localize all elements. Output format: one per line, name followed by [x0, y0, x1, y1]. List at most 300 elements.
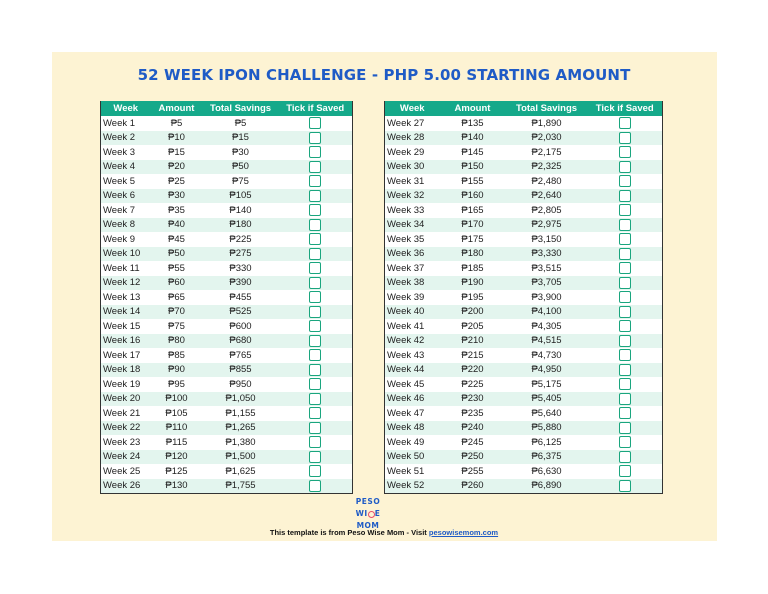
tick-cell	[279, 435, 353, 450]
total-savings-cell: ₱1,500	[203, 450, 279, 465]
total-savings-cell: ₱2,175	[506, 145, 588, 160]
tick-cell	[588, 348, 663, 363]
week-cell: Week 14	[101, 305, 151, 320]
tick-checkbox[interactable]	[619, 219, 631, 231]
total-savings-cell: ₱4,950	[506, 363, 588, 378]
week-cell: Week 34	[385, 218, 440, 233]
tick-checkbox[interactable]	[309, 277, 321, 289]
amount-cell: ₱185	[440, 261, 506, 276]
tick-checkbox[interactable]	[619, 451, 631, 463]
tick-checkbox[interactable]	[619, 320, 631, 332]
total-savings-cell: ₱1,625	[203, 464, 279, 479]
amount-cell: ₱70	[151, 305, 203, 320]
amount-cell: ₱125	[151, 464, 203, 479]
tick-checkbox[interactable]	[619, 132, 631, 144]
total-savings-cell: ₱2,640	[506, 189, 588, 204]
tick-checkbox[interactable]	[309, 248, 321, 260]
amount-cell: ₱130	[151, 479, 203, 494]
amount-cell: ₱65	[151, 290, 203, 305]
amount-cell: ₱225	[440, 377, 506, 392]
tick-cell	[279, 450, 353, 465]
tick-cell	[588, 435, 663, 450]
total-savings-cell: ₱5,880	[506, 421, 588, 436]
amount-cell: ₱195	[440, 290, 506, 305]
table-row	[385, 261, 663, 276]
tick-checkbox[interactable]	[619, 436, 631, 448]
week-cell: Week 29	[385, 145, 440, 160]
table-row	[385, 348, 663, 363]
tick-checkbox[interactable]	[309, 190, 321, 202]
amount-cell: ₱35	[151, 203, 203, 218]
total-savings-cell: ₱6,125	[506, 435, 588, 450]
total-savings-cell: ₱950	[203, 377, 279, 392]
tick-checkbox[interactable]	[309, 146, 321, 158]
total-savings-cell: ₱5	[203, 116, 279, 131]
savings-table-left	[100, 101, 353, 494]
amount-cell: ₱15	[151, 145, 203, 160]
week-cell: Week 15	[101, 319, 151, 334]
header-tick-if-saved: Tick if Saved	[588, 101, 663, 116]
tick-cell	[588, 464, 663, 479]
table-row	[385, 174, 663, 189]
tick-cell	[279, 479, 353, 494]
table-row	[101, 218, 353, 233]
tick-checkbox[interactable]	[309, 335, 321, 347]
tick-checkbox[interactable]	[619, 146, 631, 158]
week-cell: Week 20	[101, 392, 151, 407]
peso-wise-mom-logo	[352, 496, 384, 532]
week-cell: Week 28	[385, 131, 440, 146]
table-row	[385, 392, 663, 407]
amount-cell: ₱110	[151, 421, 203, 436]
savings-table-right	[384, 101, 663, 494]
table-row	[101, 261, 353, 276]
tick-checkbox[interactable]	[309, 204, 321, 216]
week-cell: Week 5	[101, 174, 151, 189]
tick-checkbox[interactable]	[619, 393, 631, 405]
amount-cell: ₱190	[440, 276, 506, 291]
total-savings-cell: ₱2,480	[506, 174, 588, 189]
total-savings-cell: ₱855	[203, 363, 279, 378]
tick-cell	[279, 464, 353, 479]
header-tick-if-saved: Tick if Saved	[279, 101, 353, 116]
tick-checkbox[interactable]	[619, 204, 631, 216]
table-row	[385, 406, 663, 421]
tick-cell	[279, 145, 353, 160]
total-savings-cell: ₱765	[203, 348, 279, 363]
total-savings-cell: ₱6,375	[506, 450, 588, 465]
tick-checkbox[interactable]	[619, 262, 631, 274]
tick-cell	[588, 232, 663, 247]
footer-credit	[0, 528, 768, 537]
tick-cell	[588, 450, 663, 465]
amount-cell: ₱170	[440, 218, 506, 233]
table-row	[101, 305, 353, 320]
tick-cell	[279, 203, 353, 218]
table-row	[101, 247, 353, 262]
total-savings-cell: ₱4,100	[506, 305, 588, 320]
table-row	[101, 406, 353, 421]
table-row	[385, 319, 663, 334]
tick-cell	[279, 116, 353, 131]
tick-checkbox[interactable]	[619, 175, 631, 187]
tick-checkbox[interactable]	[309, 175, 321, 187]
tick-cell	[279, 305, 353, 320]
logo-line-3: MOM	[356, 521, 380, 530]
total-savings-cell: ₱1,890	[506, 116, 588, 131]
logo-line-1: PESO	[355, 497, 381, 506]
total-savings-cell: ₱5,405	[506, 392, 588, 407]
table-row	[101, 479, 353, 494]
tick-cell	[279, 406, 353, 421]
week-cell: Week 11	[101, 261, 151, 276]
tick-checkbox[interactable]	[309, 117, 321, 129]
total-savings-cell: ₱1,155	[203, 406, 279, 421]
amount-cell: ₱220	[440, 363, 506, 378]
total-savings-cell: ₱105	[203, 189, 279, 204]
tick-cell	[279, 377, 353, 392]
tick-cell	[279, 232, 353, 247]
week-cell: Week 47	[385, 406, 440, 421]
amount-cell: ₱10	[151, 131, 203, 146]
tick-checkbox[interactable]	[309, 291, 321, 303]
table-row	[385, 363, 663, 378]
week-cell: Week 35	[385, 232, 440, 247]
amount-cell: ₱105	[151, 406, 203, 421]
amount-cell: ₱50	[151, 247, 203, 262]
amount-cell: ₱140	[440, 131, 506, 146]
amount-cell: ₱250	[440, 450, 506, 465]
tick-checkbox[interactable]	[619, 407, 631, 419]
table-row	[385, 334, 663, 349]
total-savings-cell: ₱6,630	[506, 464, 588, 479]
table-row	[385, 290, 663, 305]
table-row	[385, 116, 663, 131]
logo-line-2: WI E	[355, 509, 381, 518]
page-title: 52 WEEK IPON CHALLENGE - PHP 5.00 STARTING AMOUNT	[137, 66, 631, 84]
amount-cell: ₱210	[440, 334, 506, 349]
amount-cell: ₱145	[440, 145, 506, 160]
week-cell: Week 41	[385, 319, 440, 334]
tick-checkbox[interactable]	[309, 233, 321, 245]
week-cell: Week 18	[101, 363, 151, 378]
tick-cell	[279, 261, 353, 276]
amount-cell: ₱255	[440, 464, 506, 479]
tick-cell	[588, 392, 663, 407]
amount-cell: ₱200	[440, 305, 506, 320]
amount-cell: ₱95	[151, 377, 203, 392]
total-savings-cell: ₱455	[203, 290, 279, 305]
tick-cell	[279, 131, 353, 146]
amount-cell: ₱90	[151, 363, 203, 378]
header-total-savings: Total Savings	[203, 101, 279, 116]
week-cell: Week 46	[385, 392, 440, 407]
week-cell: Week 22	[101, 421, 151, 436]
tick-cell	[588, 377, 663, 392]
tick-cell	[279, 160, 353, 175]
tick-checkbox[interactable]	[309, 378, 321, 390]
week-cell: Week 9	[101, 232, 151, 247]
week-cell: Week 26	[101, 479, 151, 494]
tick-checkbox[interactable]	[619, 378, 631, 390]
total-savings-cell: ₱4,515	[506, 334, 588, 349]
tick-cell	[279, 334, 353, 349]
tick-cell	[588, 116, 663, 131]
total-savings-cell: ₱275	[203, 247, 279, 262]
week-cell: Week 2	[101, 131, 151, 146]
amount-cell: ₱245	[440, 435, 506, 450]
table-row	[101, 348, 353, 363]
amount-cell: ₱20	[151, 160, 203, 175]
amount-cell: ₱40	[151, 218, 203, 233]
week-cell: Week 33	[385, 203, 440, 218]
tick-cell	[588, 305, 663, 320]
week-cell: Week 37	[385, 261, 440, 276]
table-row	[101, 203, 353, 218]
table-row	[385, 189, 663, 204]
tick-checkbox[interactable]	[619, 306, 631, 318]
tick-cell	[588, 218, 663, 233]
amount-cell: ₱180	[440, 247, 506, 262]
table-row	[385, 247, 663, 262]
table-row	[101, 160, 353, 175]
tick-cell	[588, 145, 663, 160]
total-savings-cell: ₱1,050	[203, 392, 279, 407]
footer-link[interactable]: pesowisemom.com	[428, 528, 499, 537]
total-savings-cell: ₱390	[203, 276, 279, 291]
tick-checkbox[interactable]	[619, 364, 631, 376]
week-cell: Week 10	[101, 247, 151, 262]
table-row	[101, 174, 353, 189]
table-row	[385, 203, 663, 218]
table-row	[385, 218, 663, 233]
week-cell: Week 45	[385, 377, 440, 392]
tick-cell	[588, 189, 663, 204]
total-savings-cell: ₱600	[203, 319, 279, 334]
total-savings-cell: ₱2,805	[506, 203, 588, 218]
amount-cell: ₱60	[151, 276, 203, 291]
table-row	[385, 450, 663, 465]
amount-cell: ₱30	[151, 189, 203, 204]
week-cell: Week 7	[101, 203, 151, 218]
week-cell: Week 38	[385, 276, 440, 291]
tick-checkbox[interactable]	[619, 465, 631, 477]
tick-cell	[588, 160, 663, 175]
amount-cell: ₱230	[440, 392, 506, 407]
amount-cell: ₱55	[151, 261, 203, 276]
tick-cell	[279, 276, 353, 291]
table-row	[101, 145, 353, 160]
week-cell: Week 19	[101, 377, 151, 392]
total-savings-cell: ₱4,305	[506, 319, 588, 334]
tick-cell	[588, 319, 663, 334]
amount-cell: ₱75	[151, 319, 203, 334]
week-cell: Week 12	[101, 276, 151, 291]
total-savings-cell: ₱1,265	[203, 421, 279, 436]
header-week: Week	[385, 101, 440, 116]
tick-cell	[279, 392, 353, 407]
tick-checkbox[interactable]	[619, 422, 631, 434]
tick-checkbox[interactable]	[619, 349, 631, 361]
week-cell: Week 32	[385, 189, 440, 204]
total-savings-cell: ₱30	[203, 145, 279, 160]
total-savings-cell: ₱2,030	[506, 131, 588, 146]
tick-cell	[279, 290, 353, 305]
tick-cell	[588, 290, 663, 305]
week-cell: Week 8	[101, 218, 151, 233]
total-savings-cell: ₱1,380	[203, 435, 279, 450]
tick-cell	[279, 348, 353, 363]
tick-cell	[588, 247, 663, 262]
tick-checkbox[interactable]	[309, 364, 321, 376]
table-row	[385, 421, 663, 436]
table-row	[101, 363, 353, 378]
tick-checkbox[interactable]	[619, 248, 631, 260]
amount-cell: ₱5	[151, 116, 203, 131]
header-total-savings: Total Savings	[506, 101, 588, 116]
amount-cell: ₱260	[440, 479, 506, 494]
total-savings-cell: ₱1,755	[203, 479, 279, 494]
tick-checkbox[interactable]	[619, 277, 631, 289]
total-savings-cell: ₱5,175	[506, 377, 588, 392]
total-savings-cell: ₱6,890	[506, 479, 588, 494]
tick-cell	[588, 131, 663, 146]
tick-checkbox[interactable]	[309, 161, 321, 173]
week-cell: Week 1	[101, 116, 151, 131]
tick-checkbox[interactable]	[619, 117, 631, 129]
total-savings-cell: ₱75	[203, 174, 279, 189]
total-savings-cell: ₱2,325	[506, 160, 588, 175]
table-row	[101, 232, 353, 247]
week-cell: Week 51	[385, 464, 440, 479]
tick-cell	[588, 406, 663, 421]
tick-cell	[279, 218, 353, 233]
table-row	[101, 334, 353, 349]
week-cell: Week 4	[101, 160, 151, 175]
table-row	[385, 464, 663, 479]
tick-checkbox[interactable]	[619, 291, 631, 303]
tick-cell	[279, 363, 353, 378]
tick-checkbox[interactable]	[309, 422, 321, 434]
tick-checkbox[interactable]	[309, 465, 321, 477]
tick-cell	[588, 261, 663, 276]
total-savings-cell: ₱330	[203, 261, 279, 276]
tick-checkbox[interactable]	[309, 262, 321, 274]
total-savings-cell: ₱225	[203, 232, 279, 247]
total-savings-cell: ₱15	[203, 131, 279, 146]
tick-cell	[588, 174, 663, 189]
tick-checkbox[interactable]	[309, 480, 321, 492]
table-header-row	[385, 101, 663, 116]
tick-checkbox[interactable]	[619, 190, 631, 202]
tick-checkbox[interactable]	[309, 219, 321, 231]
amount-cell: ₱100	[151, 392, 203, 407]
table-row	[101, 421, 353, 436]
table-row	[385, 145, 663, 160]
amount-cell: ₱160	[440, 189, 506, 204]
table-row	[385, 276, 663, 291]
week-cell: Week 25	[101, 464, 151, 479]
table-row	[385, 479, 663, 494]
tick-cell	[588, 421, 663, 436]
amount-cell: ₱115	[151, 435, 203, 450]
amount-cell: ₱205	[440, 319, 506, 334]
week-cell: Week 40	[385, 305, 440, 320]
tick-checkbox[interactable]	[619, 161, 631, 173]
tick-checkbox[interactable]	[309, 393, 321, 405]
table-row	[385, 435, 663, 450]
tick-checkbox[interactable]	[309, 132, 321, 144]
table-row	[101, 377, 353, 392]
week-cell: Week 50	[385, 450, 440, 465]
header-amount: Amount	[151, 101, 203, 116]
week-cell: Week 16	[101, 334, 151, 349]
amount-cell: ₱215	[440, 348, 506, 363]
footer-text: This template is from Peso Wise Mom - Visit	[269, 528, 429, 537]
tick-checkbox[interactable]	[619, 233, 631, 245]
header-week: Week	[101, 101, 151, 116]
tick-checkbox[interactable]	[619, 335, 631, 347]
amount-cell: ₱235	[440, 406, 506, 421]
week-cell: Week 3	[101, 145, 151, 160]
tick-cell	[588, 203, 663, 218]
tick-checkbox[interactable]	[309, 306, 321, 318]
amount-cell: ₱150	[440, 160, 506, 175]
amount-cell: ₱165	[440, 203, 506, 218]
tick-cell	[279, 319, 353, 334]
table-row	[385, 232, 663, 247]
total-savings-cell: ₱5,640	[506, 406, 588, 421]
week-cell: Week 52	[385, 479, 440, 494]
week-cell: Week 39	[385, 290, 440, 305]
table-row	[101, 276, 353, 291]
table-row	[385, 160, 663, 175]
week-cell: Week 43	[385, 348, 440, 363]
table-row	[101, 319, 353, 334]
total-savings-cell: ₱3,900	[506, 290, 588, 305]
total-savings-cell: ₱3,515	[506, 261, 588, 276]
amount-cell: ₱25	[151, 174, 203, 189]
tick-checkbox[interactable]	[309, 436, 321, 448]
table-row	[101, 464, 353, 479]
week-cell: Week 44	[385, 363, 440, 378]
table-row	[101, 116, 353, 131]
week-cell: Week 48	[385, 421, 440, 436]
table-row	[385, 305, 663, 320]
total-savings-cell: ₱2,975	[506, 218, 588, 233]
amount-cell: ₱45	[151, 232, 203, 247]
week-cell: Week 49	[385, 435, 440, 450]
tick-checkbox[interactable]	[619, 480, 631, 492]
tick-checkbox[interactable]	[309, 320, 321, 332]
total-savings-cell: ₱4,730	[506, 348, 588, 363]
tick-checkbox[interactable]	[309, 349, 321, 361]
tick-cell	[588, 276, 663, 291]
total-savings-cell: ₱3,705	[506, 276, 588, 291]
amount-cell: ₱240	[440, 421, 506, 436]
total-savings-cell: ₱3,330	[506, 247, 588, 262]
week-cell: Week 36	[385, 247, 440, 262]
week-cell: Week 42	[385, 334, 440, 349]
total-savings-cell: ₱140	[203, 203, 279, 218]
amount-cell: ₱135	[440, 116, 506, 131]
tick-cell	[279, 189, 353, 204]
tick-checkbox[interactable]	[309, 407, 321, 419]
table-row	[385, 377, 663, 392]
amount-cell: ₱85	[151, 348, 203, 363]
tick-cell	[279, 421, 353, 436]
tick-checkbox[interactable]	[309, 451, 321, 463]
